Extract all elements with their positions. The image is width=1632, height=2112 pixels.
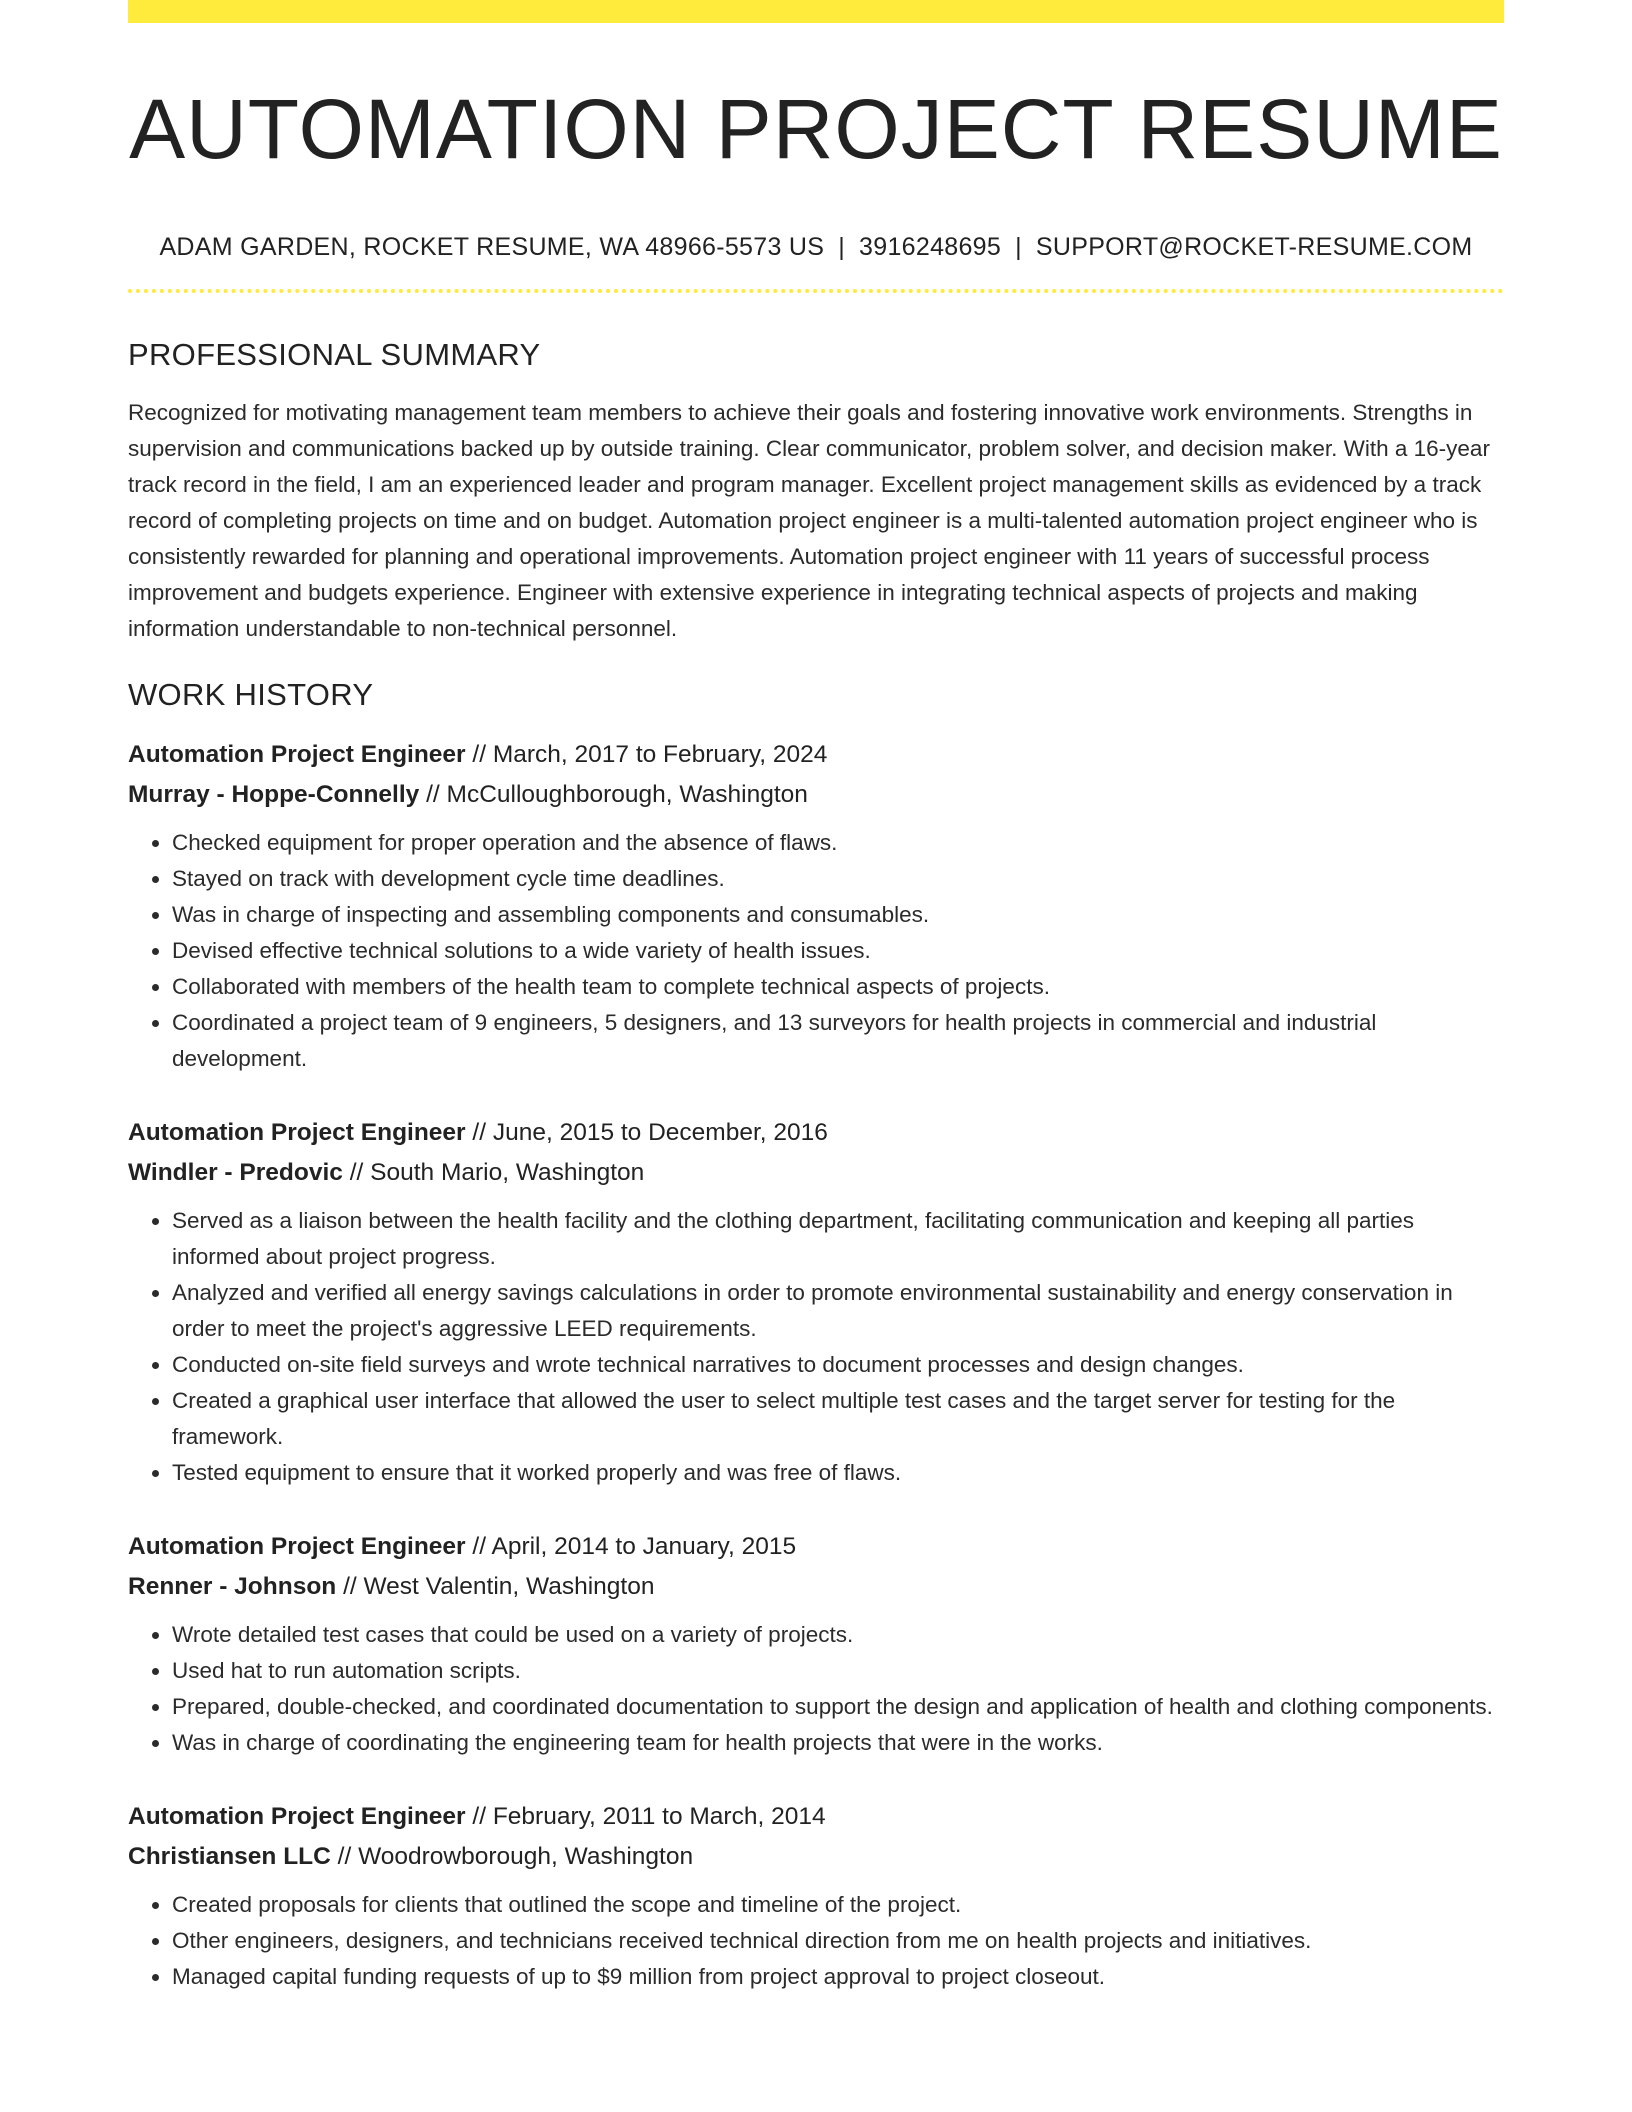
job-bullet: • Collaborated with members of the health team to complete technical aspects of projects. [172, 969, 1504, 1005]
job-bullet: • Coordinated a project team of 9 engineers, 5 designers, and 13 surveyors for health projects in commercial and industrial development. [172, 1005, 1504, 1077]
job-company: Renner - Johnson [128, 1573, 337, 1600]
job-title-line [128, 1797, 1504, 1837]
job-bullet: • Stayed on track with development cycle time deadlines. [172, 861, 1504, 897]
job-bullet-list [128, 825, 1504, 1077]
contact-line [128, 232, 1504, 262]
job-bullet: • Tested equipment to ensure that it worked properly and was free of flaws. [172, 1455, 1504, 1491]
job-bullet: • Used hat to run automation scripts. [172, 1653, 1504, 1689]
job-dates: // March, 2017 to February, 2024 [472, 741, 828, 768]
contact-address: ADAM GARDEN, ROCKET RESUME, WA 48966-5573 US [159, 233, 825, 261]
job-bullet: • Devised effective technical solutions to a wide variety of health issues. [172, 933, 1504, 969]
job-bullet-list [128, 1203, 1504, 1491]
job-bullet-list [128, 1617, 1504, 1761]
job-bullet: • Prepared, double-checked, and coordinated documentation to support the design and application of health and clothing components. [172, 1689, 1504, 1725]
job-role: Automation Project Engineer [128, 1119, 466, 1146]
resume-title: AUTOMATION PROJECT RESUME [129, 82, 1503, 176]
job-bullet: • Was in charge of inspecting and assembling components and consumables. [172, 897, 1504, 933]
job-company-line [128, 1153, 1504, 1193]
job-bullet: • Was in charge of coordinating the engineering team for health projects that were in the works. [172, 1725, 1504, 1761]
job-role: Automation Project Engineer [128, 741, 466, 768]
job-title-line [128, 735, 1504, 775]
job-title-line [128, 1113, 1504, 1153]
job-bullet: • Created proposals for clients that outlined the scope and timeline of the project. [172, 1887, 1504, 1923]
job-company: Windler - Predovic [128, 1159, 343, 1186]
job-bullet: • Analyzed and verified all energy savings calculations in order to promote environmental sustainability and energy conservation in order to meet the project's aggressive LEED requirements. [172, 1275, 1504, 1347]
job-bullet: • Managed capital funding requests of up to $9 million from project approval to project closeout. [172, 1959, 1504, 1995]
job-bullet: • Checked equipment for proper operation and the absence of flaws. [172, 825, 1504, 861]
job-location: // West Valentin, Washington [343, 1573, 655, 1600]
job-company-line [128, 775, 1504, 815]
contact-email: SUPPORT@ROCKET-RESUME.COM [1035, 233, 1473, 261]
job-bullet: • Wrote detailed test cases that could be used on a variety of projects. [172, 1617, 1504, 1653]
job-bullet: • Created a graphical user interface that allowed the user to select multiple test cases and the target server for testing for the framework. [172, 1383, 1504, 1455]
header-divider [128, 289, 1504, 293]
job-entry [128, 735, 1504, 1077]
contact-separator: | [1015, 233, 1022, 261]
summary-paragraph: Recognized for motivating management team members to achieve their goals and fostering innovative work environments. Strengths in supervision and communications backed up by outside training. Clear communicator, problem solver, and decision maker. With a 16-year track record in the field, I am an experienced leader and program manager. Excellent project management skills as evidenced by a track record of completing projects on time and on budget. Automation project engineer is a multi-talented automation project engineer who is consistently rewarded for planning and operational improvements. Automation project engineer with 11 years of successful process improvement and budgets experience. Engineer with extensive experience in integrating technical aspects of projects and making information understandable to non-technical personnel. [128, 400, 1490, 641]
job-company-line [128, 1837, 1504, 1877]
job-dates: // February, 2011 to March, 2014 [472, 1803, 826, 1830]
job-dates: // June, 2015 to December, 2016 [472, 1119, 828, 1146]
job-company-line [128, 1567, 1504, 1607]
work-history-list [128, 735, 1504, 1995]
job-dates: // April, 2014 to January, 2015 [472, 1533, 797, 1560]
job-bullet: • Other engineers, designers, and technicians received technical direction from me on health projects and initiatives. [172, 1923, 1504, 1959]
job-entry [128, 1797, 1504, 1995]
summary-heading: PROFESSIONAL SUMMARY [128, 337, 541, 372]
job-location: // South Mario, Washington [349, 1159, 645, 1186]
job-location: // Woodrowborough, Washington [337, 1843, 694, 1870]
resume-page [128, 0, 1504, 1995]
job-title-line [128, 1527, 1504, 1567]
job-bullet: • Conducted on-site field surveys and wrote technical narratives to document processes and design changes. [172, 1347, 1504, 1383]
job-role: Automation Project Engineer [128, 1803, 466, 1830]
job-location: // McCulloughborough, Washington [426, 781, 808, 808]
job-bullet-list [128, 1887, 1504, 1995]
top-accent-bar [128, 0, 1504, 23]
contact-phone: 3916248695 [859, 233, 1002, 261]
work-history-heading: WORK HISTORY [128, 677, 374, 712]
contact-separator: | [838, 233, 846, 261]
job-company: Murray - Hoppe-Connelly [128, 781, 420, 808]
job-entry [128, 1527, 1504, 1761]
job-bullet: • Served as a liaison between the health facility and the clothing department, facilitating communication and keeping all parties informed about project progress. [172, 1203, 1504, 1275]
job-company: Christiansen LLC [128, 1843, 331, 1870]
job-role: Automation Project Engineer [128, 1533, 466, 1560]
job-entry [128, 1113, 1504, 1491]
